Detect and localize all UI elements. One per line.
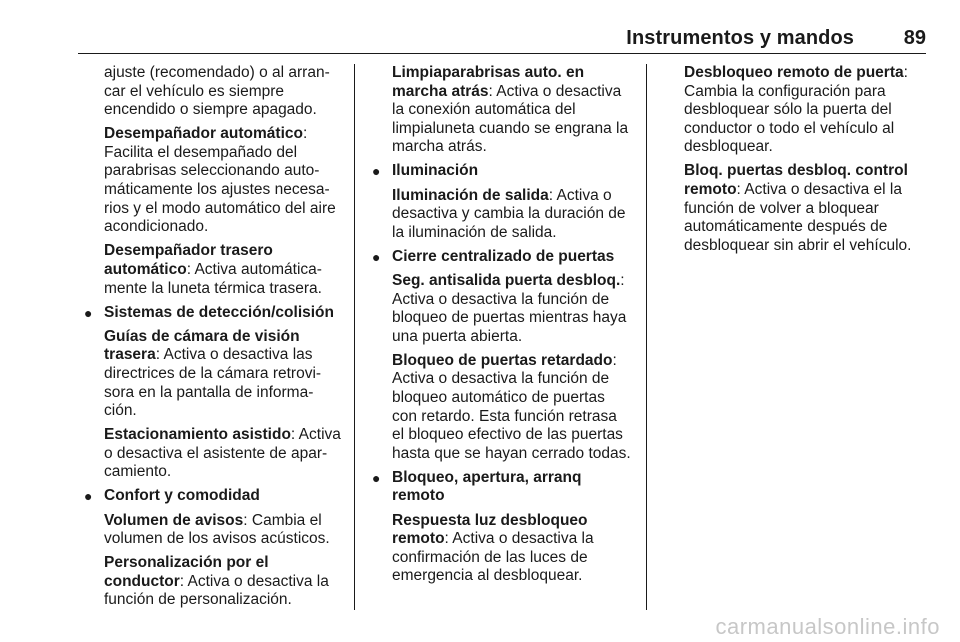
term: Seg. antisalida puerta desbloq. (392, 271, 621, 289)
bullet-heading: Confort y comodidad (104, 487, 260, 505)
bullet-item (370, 248, 632, 267)
term: Volumen de avisos (104, 511, 244, 529)
column-3 (662, 64, 924, 261)
column-2 (370, 64, 632, 591)
paragraph: Estacionamiento asistido: Activa o desactiva el asistente de apar-camiento. (104, 426, 341, 481)
paragraph: Bloqueo de puertas retardado: Activa o desactiva la función de bloqueo automático de puertas con retardo. Esta función retrasa el bloqueo efectivo de las puertas hasta que se hayan cerrado todas. (392, 351, 631, 462)
bullet-item (82, 304, 342, 323)
term: Respuesta luz desbloqueo remoto (392, 511, 588, 548)
term: Desempañador trasero automático (104, 242, 273, 278)
paragraph: Desbloqueo remoto de puerta: Cambia la configuración para desbloquear sólo la puerta del conductor o todo el vehículo al desbloquear. (684, 64, 908, 156)
page-number: 89 (903, 27, 926, 49)
bullet-heading: Bloqueo, apertura, arranq remoto (392, 468, 582, 505)
paragraph: Desempañador automático: Facilita el desempañado del parabrisas seleccionando auto-máticamente los ajustes necesa-rios y el modo automático del aire acondicionado. (104, 125, 336, 236)
bullet-icon: ● (372, 469, 381, 486)
paragraph: Desempañador trasero automático: Activa automática-mente la luneta térmica trasera. (104, 242, 322, 297)
term: Desbloqueo remoto de puerta (684, 64, 904, 81)
paragraph: ajuste (recomendado) o al arran-car el vehículo es siempre encendido o siempre apagado. (104, 64, 330, 119)
bullet-icon: ● (84, 304, 93, 321)
paragraph: Bloq. puertas desbloq. control remoto: Activa o desactiva el la función de volver a bloquear automáticamente después de desbloquear sin abrir el vehículo. (684, 162, 912, 254)
column-divider-2 (646, 64, 647, 610)
header-rule (78, 53, 926, 54)
watermark: carmanualsonline.info (715, 614, 940, 639)
bullet-heading: Iluminación (392, 162, 479, 180)
term: Bloqueo de puertas retardado (392, 351, 613, 369)
bullet-item (370, 469, 632, 506)
column-divider-1 (354, 64, 355, 610)
column-1 (82, 64, 342, 616)
term: Guías de cámara de visión trasera (104, 327, 300, 364)
bullet-item (370, 162, 632, 181)
page-header (0, 0, 960, 56)
paragraph: Personalización por el conductor: Activa o desactiva la función de personalización. (104, 554, 329, 609)
paragraph: Guías de cámara de visión trasera: Activa o desactiva las directrices de la cámara retrovi-sora en la pantalla de informa-ción. (104, 327, 322, 420)
bullet-heading: Cierre centralizado de puertas (392, 247, 615, 265)
term: Desempañador automático (104, 125, 303, 143)
bullet-item (82, 487, 342, 506)
paragraph: Volumen de avisos: Cambia el volumen de los avisos acústicos. (104, 511, 330, 548)
paragraph: Respuesta luz desbloqueo remoto: Activa o desactiva la confirmación de las luces de emergencia al desbloquear. (392, 511, 594, 585)
bullet-icon: ● (372, 163, 381, 180)
term: Iluminación de salida (392, 186, 549, 204)
term: Personalización por el conductor (104, 554, 269, 590)
paragraph: Iluminación de salida: Activa o desactiva y cambia la duración de la iluminación de salida. (392, 186, 626, 241)
term: Limpiaparabrisas auto. en marcha atrás (392, 64, 585, 100)
term: Estacionamiento asistido (104, 426, 291, 444)
bullet-icon: ● (372, 248, 381, 265)
section-title: Instrumentos y mandos (626, 27, 854, 49)
term: Bloq. puertas desbloq. control remoto (684, 162, 908, 199)
paragraph: Seg. antisalida puerta desbloq.: Activa o desactiva la función de bloqueo de puertas mientras haya una puerta abierta. (392, 271, 627, 345)
bullet-icon: ● (84, 488, 93, 505)
bullet-heading: Sistemas de detección/colisión (104, 303, 334, 321)
paragraph: Limpiaparabrisas auto. en marcha atrás: Activa o desactiva la conexión automática del limpialuneta cuando se engrana la marcha atrás. (392, 64, 629, 156)
